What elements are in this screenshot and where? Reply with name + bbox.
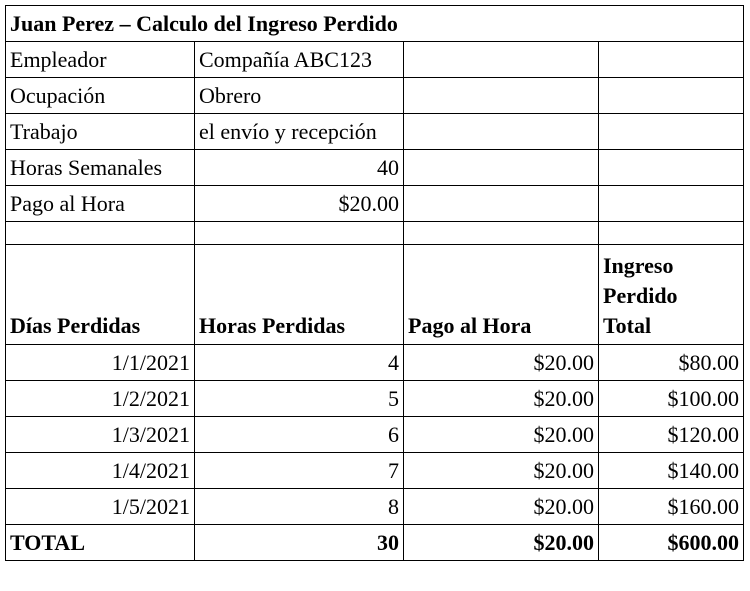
- empty-cell[interactable]: [599, 78, 744, 114]
- weekly-hours-value[interactable]: 40: [195, 150, 404, 186]
- hours-cell[interactable]: 5: [195, 381, 404, 417]
- pay-cell[interactable]: $20.00: [404, 489, 599, 525]
- hours-cell[interactable]: 6: [195, 417, 404, 453]
- occupation-row: [6, 78, 744, 114]
- hourly-pay-value[interactable]: $20.00: [195, 186, 404, 222]
- empty-cell[interactable]: [404, 42, 599, 78]
- header-total-lost-income[interactable]: [599, 245, 744, 345]
- table-row: [6, 453, 744, 489]
- employer-row: [6, 42, 744, 78]
- pay-cell[interactable]: $20.00: [404, 381, 599, 417]
- total-label[interactable]: TOTAL: [6, 525, 195, 561]
- hourly-pay-label[interactable]: Pago al Hora: [6, 186, 195, 222]
- empty-cell[interactable]: [599, 186, 744, 222]
- job-label[interactable]: Trabajo: [6, 114, 195, 150]
- empty-cell[interactable]: [599, 150, 744, 186]
- title-row: [6, 6, 744, 42]
- column-header-row: [6, 245, 744, 345]
- hourly-pay-row: [6, 186, 744, 222]
- empty-cell[interactable]: [599, 222, 744, 245]
- pay-cell[interactable]: $20.00: [404, 417, 599, 453]
- data-rows: [6, 345, 744, 525]
- empty-cell[interactable]: [6, 222, 195, 245]
- header-days-lost[interactable]: Días Perdidas: [6, 245, 195, 345]
- date-cell[interactable]: 1/1/2021: [6, 345, 195, 381]
- date-cell[interactable]: 1/5/2021: [6, 489, 195, 525]
- total-cell[interactable]: $160.00: [599, 489, 744, 525]
- total-cell[interactable]: $80.00: [599, 345, 744, 381]
- hours-cell[interactable]: 4: [195, 345, 404, 381]
- empty-cell[interactable]: [404, 114, 599, 150]
- occupation-value[interactable]: Obrero: [195, 78, 404, 114]
- date-cell[interactable]: 1/3/2021: [6, 417, 195, 453]
- weekly-hours-row: [6, 150, 744, 186]
- header-hourly-pay[interactable]: Pago al Hora: [404, 245, 599, 345]
- total-lost-income[interactable]: $600.00: [599, 525, 744, 561]
- date-cell[interactable]: 1/4/2021: [6, 453, 195, 489]
- empty-cell[interactable]: [195, 222, 404, 245]
- total-cell[interactable]: $120.00: [599, 417, 744, 453]
- table-row: [6, 417, 744, 453]
- occupation-label[interactable]: Ocupación: [6, 78, 195, 114]
- total-hourly-pay[interactable]: $20.00: [404, 525, 599, 561]
- empty-cell[interactable]: [404, 186, 599, 222]
- employer-label[interactable]: Empleador: [6, 42, 195, 78]
- pay-cell[interactable]: $20.00: [404, 345, 599, 381]
- empty-cell[interactable]: [404, 78, 599, 114]
- total-cell[interactable]: $140.00: [599, 453, 744, 489]
- empty-cell[interactable]: [404, 222, 599, 245]
- hours-cell[interactable]: 7: [195, 453, 404, 489]
- empty-cell[interactable]: [404, 150, 599, 186]
- empty-cell[interactable]: [599, 42, 744, 78]
- hours-cell[interactable]: 8: [195, 489, 404, 525]
- header-hours-lost[interactable]: Horas Perdidas: [195, 245, 404, 345]
- empty-cell[interactable]: [599, 114, 744, 150]
- table-row: [6, 489, 744, 525]
- blank-row: [6, 222, 744, 245]
- total-row: [6, 525, 744, 561]
- job-row: [6, 114, 744, 150]
- table-row: [6, 381, 744, 417]
- date-cell[interactable]: 1/2/2021: [6, 381, 195, 417]
- table-row: [6, 345, 744, 381]
- total-cell[interactable]: $100.00: [599, 381, 744, 417]
- header-total-text: Ingreso Perdido Total: [603, 253, 678, 338]
- weekly-hours-label[interactable]: Horas Semanales: [6, 150, 195, 186]
- pay-cell[interactable]: $20.00: [404, 453, 599, 489]
- lost-income-table: [5, 5, 744, 561]
- job-value[interactable]: el envío y recepción: [195, 114, 404, 150]
- sheet-title[interactable]: Juan Perez – Calculo del Ingreso Perdido: [6, 6, 744, 42]
- total-hours[interactable]: 30: [195, 525, 404, 561]
- employer-value[interactable]: Compañía ABC123: [195, 42, 404, 78]
